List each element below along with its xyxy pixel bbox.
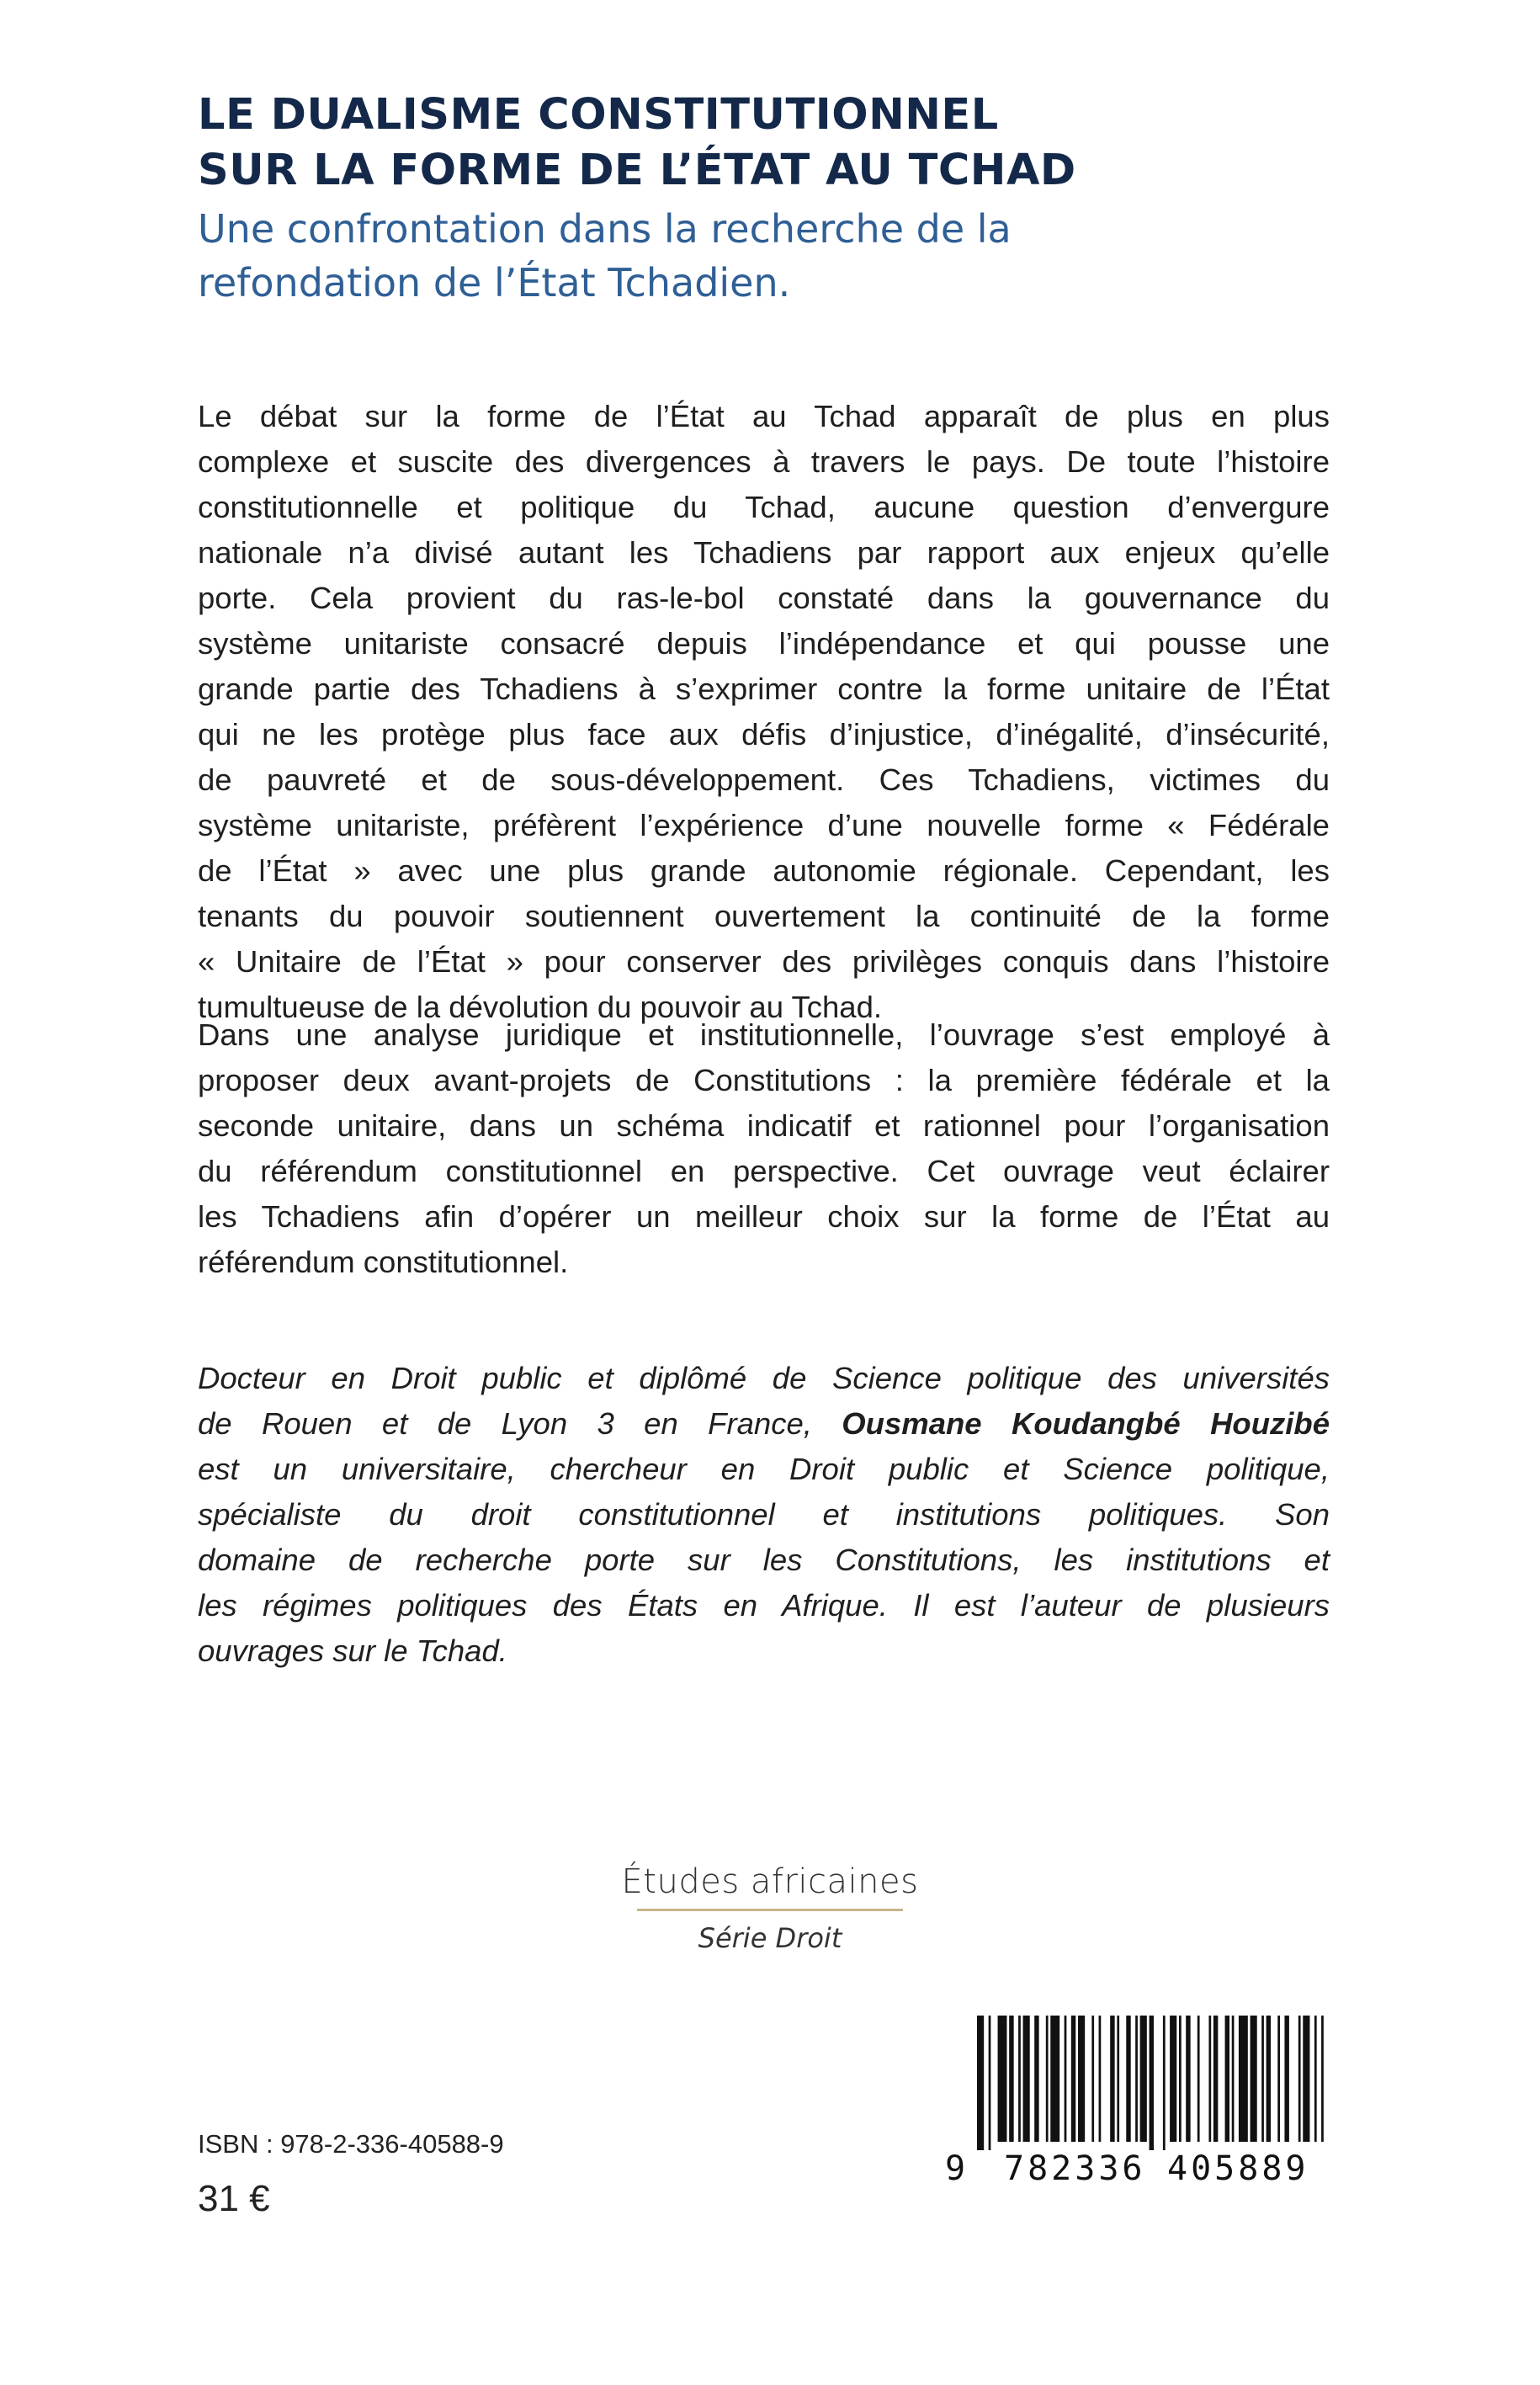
barcode-bar [1208,2016,1211,2142]
barcode-bar [1163,2016,1166,2150]
author-bio [198,1356,1330,1674]
barcode-bar [989,2016,991,2150]
text-line: Le débat sur la forme de l’État au Tchad apparaît de plus en plus [198,399,1330,433]
text-line: complexe et suscite des divergences à travers le pays. De toute l’histoire [198,444,1330,479]
author-name: Ousmane Koudangbé Houzibé [842,1406,1330,1441]
barcode-bar [1277,2016,1280,2142]
text-line: ouvrages sur le Tchad. [198,1633,507,1668]
text-line: du référendum constitutionnel en perspective. Cet ouvrage veut éclairer [198,1154,1330,1188]
text-line: référendum constitutionnel. [198,1245,569,1279]
barcode-bar [1298,2016,1301,2142]
barcode [930,2016,1341,2201]
barcode-bars [977,2016,1330,2150]
text-line: proposer deux avant-projets de Constitutions : la première fédérale et la [198,1063,1330,1097]
text-line: Dans une analyse juridique et institutionnelle, l’ouvrage s’est employé à [198,1017,1330,1052]
barcode-bar [1135,2016,1138,2142]
barcode-bar [1213,2016,1218,2142]
title-line-1: LE DUALISME CONSTITUTIONNEL [198,90,999,140]
barcode-bar [1150,2016,1154,2150]
barcode-bar [1261,2016,1264,2142]
barcode-bar [1050,2016,1059,2142]
barcode-bar [1303,2016,1309,2142]
barcode-bar [1314,2016,1317,2142]
price-label: 31 € [198,2178,270,2219]
barcode-bar [1140,2016,1147,2142]
barcode-bar [998,2016,1007,2142]
text-fragment: de Rouen et de Lyon 3 en France, [198,1406,842,1441]
text-line: tenants du pouvoir soutiennent ouvertement la continuité de la forme [198,899,1330,933]
barcode-digits-right: 405889 [1167,2149,1309,2188]
text-line: domaine de recherche porte sur les Constitutions, les institutions et [198,1543,1330,1577]
text-line: nationale n’a divisé autant les Tchadiens par rapport aux enjeux qu’elle [198,535,1330,570]
summary-paragraph-2 [198,1012,1330,1285]
subtitle-line-1: Une confrontation dans la recherche de la [198,206,1012,252]
barcode-bar [1197,2016,1200,2142]
barcode-bar [1186,2016,1190,2142]
subseries-name: Série Droit [698,1922,842,1954]
barcode-bar [1284,2016,1288,2142]
barcode-bar [1117,2016,1119,2142]
barcode-bar [1126,2016,1130,2142]
text-line: qui ne les protège plus face aux défis d’injustice, d’inégalité, d’insécurité, [198,717,1330,752]
text-line [198,1401,1330,1447]
text-line: porte. Cela provient du ras-le-bol constaté dans la gouvernance du [198,581,1330,615]
text-line: les régimes politiques des États en Afrique. Il est l’auteur de plusieurs [198,1588,1330,1623]
text-line: spécialiste du droit constitutionnel et institutions politiques. Son [198,1497,1330,1532]
text-line: de pauvreté et de sous-développement. Ces Tchadiens, victimes du [198,762,1330,797]
barcode-bar [1078,2016,1085,2142]
barcode-bar [1034,2016,1038,2142]
barcode-bar [1065,2016,1067,2142]
barcode-digit-first: 9 [945,2149,966,2188]
barcode-bar [1251,2016,1257,2142]
text-line: système unitariste consacré depuis l’indépendance et qui pousse une [198,626,1330,661]
barcode-bar [1110,2016,1114,2142]
text-line: « Unitaire de l’État » pour conserver des privilèges conquis dans l’histoire [198,944,1330,979]
text-line: seconde unitaire, dans un schéma indicatif et rationnel pour l’organisation [198,1108,1330,1143]
isbn-label: ISBN : 978-2-336-40588-9 [198,2129,504,2159]
barcode-digits-left: 782336 [1004,2149,1146,2188]
text-line: est un universitaire, chercheur en Droit public et Science politique, [198,1452,1330,1486]
text-line: les Tchadiens afin d’opérer un meilleur choix sur la forme de l’État au [198,1199,1330,1234]
text-line: tumultueuse de la dévolution du pouvoir au Tchad. [198,990,883,1024]
barcode-bar [1232,2016,1235,2142]
barcode-bar [1179,2016,1182,2142]
title-line-2: SUR LA FORME DE L’ÉTAT AU TCHAD [198,146,1076,195]
series-name: Études africaines [621,1862,919,1901]
barcode-bar [1099,2016,1102,2142]
barcode-bar [1046,2016,1049,2142]
text-line: de l’État » avec une plus grande autonomie régionale. Cependant, les [198,853,1330,888]
summary-paragraph-1 [198,394,1330,1030]
barcode-bar [1071,2016,1075,2142]
barcode-bar [1321,2016,1324,2142]
series-divider [637,1909,903,1911]
text-line: système unitariste, préfèrent l’expérience d’une nouvelle forme « Fédérale [198,808,1330,842]
barcode-bar [1239,2016,1248,2142]
barcode-bar [1009,2016,1013,2142]
text-line: Docteur en Droit public et diplômé de Science politique des universités [198,1361,1330,1395]
barcode-bar [1091,2016,1094,2142]
text-line: grande partie des Tchadiens à s’exprimer contre la forme unitaire de l’État [198,672,1330,706]
book-title [198,88,1376,199]
book-subtitle [198,202,1376,310]
barcode-bar [1267,2016,1271,2142]
barcode-bar [1018,2016,1021,2142]
barcode-bar [1225,2016,1229,2142]
barcode-bar [1170,2016,1176,2142]
barcode-bar [977,2016,984,2150]
series-logo [589,1858,951,1957]
barcode-bar [1023,2016,1030,2142]
subtitle-line-2: refondation de l’État Tchadien. [198,260,791,305]
text-line: constitutionnelle et politique du Tchad, aucune question d’envergure [198,490,1330,524]
